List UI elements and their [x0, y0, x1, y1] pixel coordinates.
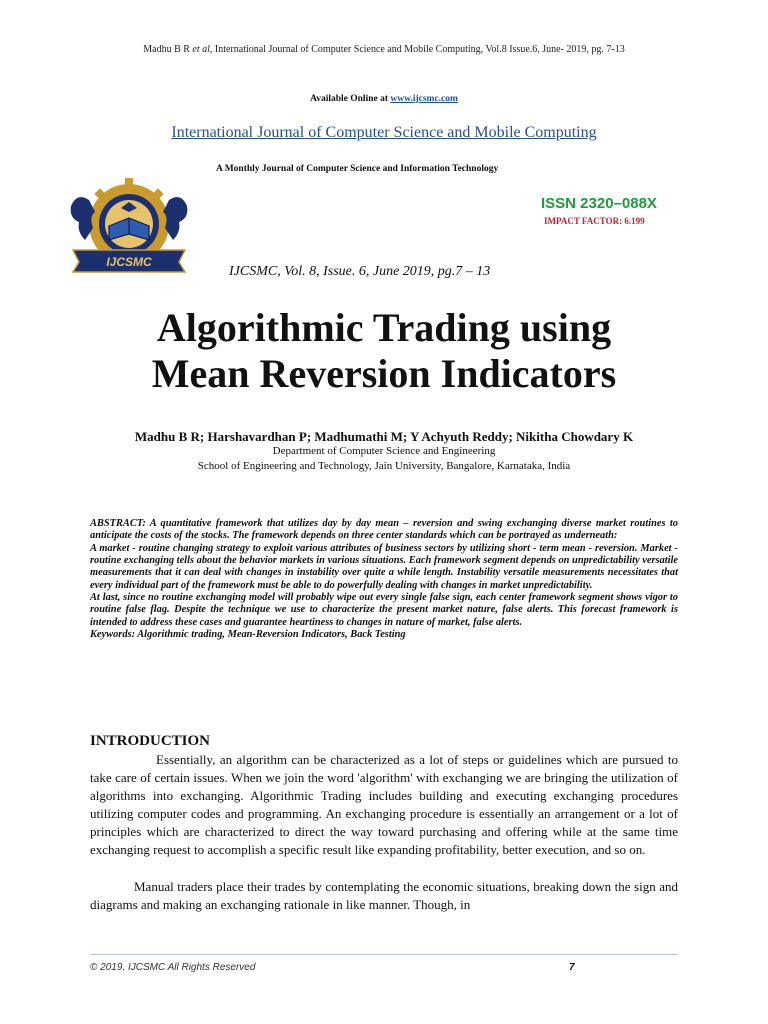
keywords: Keywords: Algorithmic trading, Mean-Reversion Indicators, Back Testing — [90, 629, 406, 641]
running-header-citation: , International Journal of Computer Science and Mobile Computing, Vol.8 Issue.6, June- 2019, pg. 7-13 — [209, 44, 625, 55]
affiliation-department: Department of Computer Science and Engineering — [272, 445, 496, 457]
ijcsmc-logo — [63, 178, 195, 276]
body-paragraph: Essentially, an algorithm can be characterized as a lot of steps or guidelines which are pursued to take care of certain issues. When we join the word 'algorithm' with exchanging we are bringing the utilization of algorithms into exchanging. Algorithmic Trading includes building and executing exchanging procedures utilizing computer codes and programming. An exchanging procedure is essentially an arrangement or a lot of principles which are characterized to direct the way toward purchasing and offering while at the same time exchanging request to accomplish a specific result like expanding profitability, better execution, and so on. — [90, 752, 678, 858]
journal-title[interactable]: International Journal of Computer Science and Mobile Computing — [171, 124, 597, 141]
running-header-authors: Madhu B R — [143, 44, 193, 55]
footer-copyright: © 2019, IJCSMC All Rights Reserved — [90, 962, 256, 973]
journal-website-link[interactable]: www.ijcsmc.com — [390, 94, 458, 104]
introduction-body — [90, 751, 678, 914]
paper-title — [0, 305, 768, 397]
authors: Madhu B R; Harshavardhan P; Madhumathi M; Y Achyuth Reddy; Nikitha Chowdary K — [134, 429, 634, 444]
issue-citation: IJCSMC, Vol. 8, Issue. 6, June 2019, pg.7 – 13 — [229, 264, 491, 279]
body-paragraph: Manual traders place their trades by contemplating the economic situations, breaking down the sign and diagrams and making an exchanging rationale in like manner. Though, in — [90, 879, 678, 913]
abstract — [90, 518, 678, 641]
available-label: Available Online at — [310, 94, 391, 104]
abstract-paragraph: At last, since no routine exchanging model will probably wipe out every single false sign, each center framework segment shows vigor to routine false flag. Despite the technique we use to characterize the present market nature, false alerts. This forecast framework is intended to address these cases and guarantee heartiness to changes in nature of market, false alerts. — [90, 592, 678, 628]
logo-banner — [73, 250, 185, 272]
available-online — [0, 94, 768, 104]
abstract-paragraph: ABSTRACT: A quantitative framework that utilizes day by day mean – reversion and swing exchanging diverse market routines to anticipate the costs of the stocks. The framework depends on three center standards which can be portrayed as underneath: — [90, 518, 678, 542]
impact-factor: IMPACT FACTOR: 6.199 — [544, 216, 645, 226]
page-number: 7 — [569, 962, 575, 973]
journal-subtitle: A Monthly Journal of Computer Science and Information Technology — [216, 164, 499, 174]
paper-title-line-1: Algorithmic Trading using — [156, 305, 612, 350]
running-header-et-al: et al — [192, 44, 210, 55]
section-heading: INTRODUCTION — [90, 733, 211, 749]
paper-title-line-2: Mean Reversion Indicators — [151, 351, 617, 396]
footer-divider — [90, 954, 678, 955]
logo-banner-text: IJCSMC — [106, 255, 152, 269]
issn: ISSN 2320–088X — [541, 195, 657, 212]
affiliation-school: School of Engineering and Technology, Jain University, Bangalore, Karnataka, India — [197, 460, 571, 472]
abstract-paragraph: A market - routine changing strategy to exploit various attributes of business sectors by utilizing short - term mean - reversion. Market - routine exchanging tells about the behavior markets in various situations. Each framework segment depends on unpredictability versatile measurements that it can deal with changes in instability over quite a while length. Instability versatile measurements necessitates that every individual part of the framework must be able to do powerfully dealing with changes in market unpredictability. — [90, 542, 678, 591]
running-header — [0, 44, 768, 55]
